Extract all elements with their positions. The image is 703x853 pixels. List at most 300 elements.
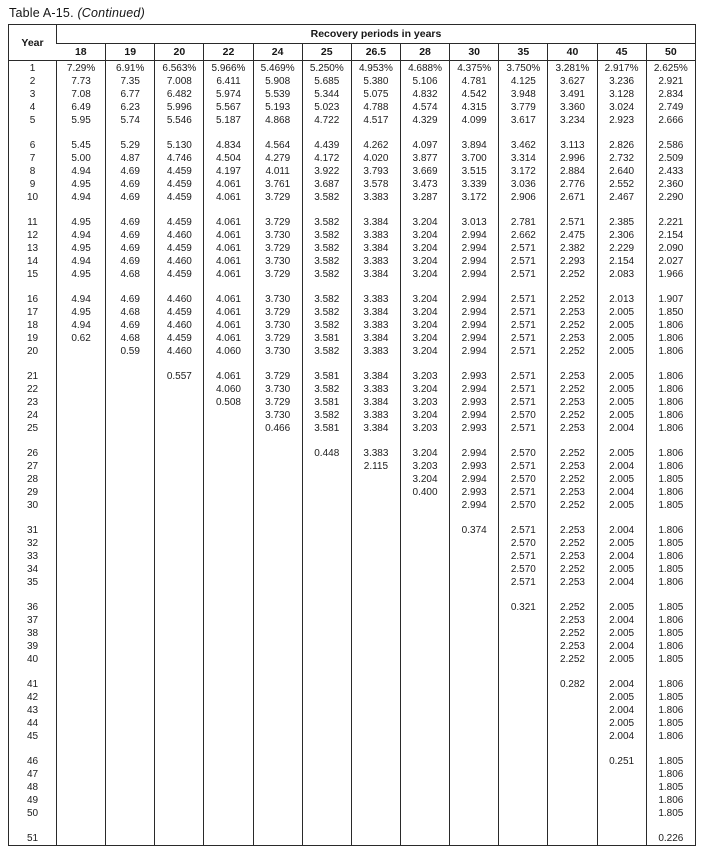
table-row-year-41 bbox=[9, 677, 696, 691]
value-cell: 1.806 bbox=[646, 523, 695, 537]
value-cell bbox=[57, 704, 106, 717]
spacer-cell bbox=[57, 743, 106, 754]
value-cell: 6.49 bbox=[57, 101, 106, 114]
value-cell: 2.571 bbox=[499, 292, 548, 306]
value-cell: 3.172 bbox=[499, 165, 548, 178]
value-cell bbox=[450, 717, 499, 730]
value-cell: 5.187 bbox=[204, 114, 253, 127]
value-cell bbox=[400, 754, 449, 768]
value-cell: 5.685 bbox=[302, 75, 351, 88]
value-cell: 3.582 bbox=[302, 345, 351, 358]
spacer-cell bbox=[597, 512, 646, 523]
table-row-year-18 bbox=[9, 319, 696, 332]
value-cell: 1.806 bbox=[646, 369, 695, 383]
value-cell bbox=[106, 383, 155, 396]
value-cell: 1.806 bbox=[646, 319, 695, 332]
year-cell: 46 bbox=[26, 756, 39, 767]
table-row-year-28 bbox=[9, 473, 696, 486]
value-cell bbox=[400, 576, 449, 589]
value-cell: 4.94 bbox=[57, 165, 106, 178]
value-cell: 2.571 bbox=[499, 319, 548, 332]
spacer-cell bbox=[450, 743, 499, 754]
value-cell bbox=[302, 781, 351, 794]
year-cell: 8 bbox=[29, 166, 36, 177]
spacer-cell bbox=[106, 743, 155, 754]
value-cell: 4.061 bbox=[204, 215, 253, 229]
value-cell: 2.253 bbox=[548, 576, 597, 589]
table-row-year-27 bbox=[9, 460, 696, 473]
spacer-cell bbox=[155, 743, 204, 754]
value-cell bbox=[351, 730, 400, 743]
spacer-cell bbox=[400, 435, 449, 446]
value-cell: 2.994 bbox=[450, 345, 499, 358]
value-cell: 4.061 bbox=[204, 255, 253, 268]
year-cell: 38 bbox=[26, 628, 39, 639]
spacer-cell bbox=[9, 512, 57, 523]
value-cell: 2.570 bbox=[499, 409, 548, 422]
spacer-cell bbox=[597, 435, 646, 446]
value-cell bbox=[450, 640, 499, 653]
value-cell: 2.154 bbox=[646, 229, 695, 242]
spacer-cell bbox=[597, 589, 646, 600]
value-cell: 4.832 bbox=[400, 88, 449, 101]
value-cell: 0.321 bbox=[499, 600, 548, 614]
value-cell: 2.252 bbox=[548, 409, 597, 422]
value-cell bbox=[155, 473, 204, 486]
spacer-cell bbox=[106, 281, 155, 292]
group-spacer-row bbox=[9, 589, 696, 600]
value-cell: 2.290 bbox=[646, 191, 695, 204]
value-cell: 7.35 bbox=[106, 75, 155, 88]
table-title bbox=[9, 6, 696, 20]
value-cell: 1.806 bbox=[646, 614, 695, 627]
value-cell bbox=[302, 768, 351, 781]
value-cell bbox=[57, 794, 106, 807]
value-cell: 5.567 bbox=[204, 101, 253, 114]
value-cell: 2.571 bbox=[499, 523, 548, 537]
value-cell bbox=[204, 460, 253, 473]
table-row-year-24 bbox=[9, 409, 696, 422]
column-header-19: 19 bbox=[106, 44, 155, 61]
year-cell: 11 bbox=[27, 217, 38, 228]
year-cell: 47 bbox=[26, 769, 39, 780]
spacer-cell bbox=[400, 358, 449, 369]
value-cell: 3.204 bbox=[400, 292, 449, 306]
value-cell bbox=[155, 730, 204, 743]
value-cell: 2.005 bbox=[597, 691, 646, 704]
table-row-year-6 bbox=[9, 138, 696, 152]
value-cell: 3.204 bbox=[400, 409, 449, 422]
value-cell bbox=[106, 754, 155, 768]
value-cell bbox=[302, 486, 351, 499]
value-cell bbox=[499, 781, 548, 794]
value-cell bbox=[400, 691, 449, 704]
value-cell: 1.806 bbox=[646, 677, 695, 691]
group-spacer-row bbox=[9, 820, 696, 831]
table-row-year-33 bbox=[9, 550, 696, 563]
value-cell: 3.204 bbox=[400, 319, 449, 332]
value-cell: 4.375% bbox=[450, 61, 499, 76]
value-cell bbox=[204, 486, 253, 499]
value-cell: 4.781 bbox=[450, 75, 499, 88]
spacer-cell bbox=[9, 435, 57, 446]
value-cell bbox=[204, 473, 253, 486]
value-cell bbox=[106, 640, 155, 653]
table-title-continued: (Continued) bbox=[77, 6, 145, 20]
value-cell bbox=[253, 640, 302, 653]
value-cell: 2.749 bbox=[646, 101, 695, 114]
value-cell: 1.806 bbox=[646, 422, 695, 435]
value-cell: 2.005 bbox=[597, 396, 646, 409]
spacer-cell bbox=[302, 820, 351, 831]
value-cell: 1.806 bbox=[646, 460, 695, 473]
value-cell: 2.004 bbox=[597, 576, 646, 589]
value-cell bbox=[106, 704, 155, 717]
table-row-year-31 bbox=[9, 523, 696, 537]
year-cell: 14 bbox=[26, 256, 39, 267]
spacer-cell bbox=[155, 512, 204, 523]
value-cell bbox=[499, 730, 548, 743]
recovery-periods-header: Recovery periods in years bbox=[57, 25, 696, 44]
value-cell bbox=[351, 794, 400, 807]
spacer-cell bbox=[9, 127, 57, 138]
value-cell: 4.95 bbox=[57, 306, 106, 319]
spacer-cell bbox=[597, 743, 646, 754]
value-cell: 3.287 bbox=[400, 191, 449, 204]
value-cell bbox=[57, 807, 106, 820]
value-cell bbox=[204, 781, 253, 794]
spacer-cell bbox=[499, 358, 548, 369]
value-cell bbox=[204, 422, 253, 435]
value-cell: 3.730 bbox=[253, 292, 302, 306]
value-cell: 2.571 bbox=[499, 550, 548, 563]
value-cell: 0.251 bbox=[597, 754, 646, 768]
spacer-cell bbox=[646, 512, 695, 523]
spacer-cell bbox=[400, 127, 449, 138]
value-cell bbox=[400, 523, 449, 537]
value-cell bbox=[204, 600, 253, 614]
value-cell: 2.306 bbox=[597, 229, 646, 242]
year-cell: 29 bbox=[26, 487, 39, 498]
spacer-cell bbox=[499, 589, 548, 600]
value-cell: 3.172 bbox=[450, 191, 499, 204]
value-cell: 3.383 bbox=[351, 292, 400, 306]
value-cell bbox=[351, 627, 400, 640]
value-cell: 2.571 bbox=[499, 396, 548, 409]
spacer-cell bbox=[253, 435, 302, 446]
spacer-cell bbox=[499, 820, 548, 831]
value-cell: 2.005 bbox=[597, 446, 646, 460]
value-cell: 4.459 bbox=[155, 306, 204, 319]
value-cell bbox=[106, 807, 155, 820]
table-row-year-34 bbox=[9, 563, 696, 576]
year-cell: 49 bbox=[26, 795, 39, 806]
table-row-year-21 bbox=[9, 369, 696, 383]
value-cell: 2.994 bbox=[450, 383, 499, 396]
value-cell bbox=[499, 614, 548, 627]
value-cell: 2.004 bbox=[597, 677, 646, 691]
value-cell: 4.439 bbox=[302, 138, 351, 152]
value-cell bbox=[548, 754, 597, 768]
value-cell bbox=[253, 627, 302, 640]
value-cell: 2.004 bbox=[597, 523, 646, 537]
value-cell bbox=[351, 831, 400, 846]
value-cell: 2.253 bbox=[548, 523, 597, 537]
value-cell bbox=[204, 640, 253, 653]
spacer-cell bbox=[204, 589, 253, 600]
value-cell: 4.459 bbox=[155, 191, 204, 204]
value-cell: 4.459 bbox=[155, 242, 204, 255]
value-cell bbox=[400, 640, 449, 653]
value-cell: 3.314 bbox=[499, 152, 548, 165]
table-row-year-8 bbox=[9, 165, 696, 178]
value-cell: 3.383 bbox=[351, 255, 400, 268]
value-cell: 4.95 bbox=[57, 215, 106, 229]
value-cell bbox=[57, 614, 106, 627]
value-cell bbox=[155, 794, 204, 807]
value-cell: 3.383 bbox=[351, 319, 400, 332]
spacer-cell bbox=[450, 820, 499, 831]
value-cell: 4.460 bbox=[155, 255, 204, 268]
value-cell bbox=[106, 576, 155, 589]
value-cell: 2.253 bbox=[548, 369, 597, 383]
value-cell: 2.252 bbox=[548, 653, 597, 666]
year-cell: 5 bbox=[29, 115, 36, 126]
value-cell: 4.061 bbox=[204, 292, 253, 306]
spacer-cell bbox=[450, 512, 499, 523]
value-cell: 2.776 bbox=[548, 178, 597, 191]
value-cell: 0.400 bbox=[400, 486, 449, 499]
value-cell: 4.061 bbox=[204, 191, 253, 204]
group-spacer-row bbox=[9, 204, 696, 215]
table-row-year-22 bbox=[9, 383, 696, 396]
value-cell bbox=[450, 691, 499, 704]
value-cell bbox=[400, 717, 449, 730]
value-cell: 3.384 bbox=[351, 306, 400, 319]
year-cell: 6 bbox=[29, 140, 36, 151]
spacer-cell bbox=[597, 358, 646, 369]
spacer-cell bbox=[400, 281, 449, 292]
value-cell: 4.061 bbox=[204, 319, 253, 332]
value-cell bbox=[302, 537, 351, 550]
value-cell: 4.94 bbox=[57, 229, 106, 242]
macrs-depreciation-table bbox=[8, 24, 696, 846]
value-cell bbox=[57, 563, 106, 576]
value-cell: 2.781 bbox=[499, 215, 548, 229]
value-cell: 4.95 bbox=[57, 242, 106, 255]
spacer-cell bbox=[155, 820, 204, 831]
value-cell: 2.293 bbox=[548, 255, 597, 268]
value-cell: 4.953% bbox=[351, 61, 400, 76]
value-cell: 3.687 bbox=[302, 178, 351, 191]
value-cell bbox=[351, 576, 400, 589]
value-cell: 3.384 bbox=[351, 369, 400, 383]
column-header-28: 28 bbox=[400, 44, 449, 61]
value-cell: 5.95 bbox=[57, 114, 106, 127]
spacer-cell bbox=[499, 435, 548, 446]
value-cell: 2.252 bbox=[548, 345, 597, 358]
table-row-year-17 bbox=[9, 306, 696, 319]
value-cell: 5.469% bbox=[253, 61, 302, 76]
value-cell: 5.539 bbox=[253, 88, 302, 101]
year-cell: 15 bbox=[26, 269, 39, 280]
value-cell bbox=[106, 523, 155, 537]
spacer-cell bbox=[9, 666, 57, 677]
value-cell bbox=[499, 754, 548, 768]
value-cell: 2.571 bbox=[499, 242, 548, 255]
year-cell: 13 bbox=[26, 243, 39, 254]
value-cell bbox=[106, 422, 155, 435]
value-cell bbox=[450, 754, 499, 768]
value-cell: 2.252 bbox=[548, 627, 597, 640]
group-spacer-row bbox=[9, 666, 696, 677]
value-cell: 4.459 bbox=[155, 215, 204, 229]
value-cell: 4.020 bbox=[351, 152, 400, 165]
spacer-cell bbox=[57, 589, 106, 600]
year-cell: 16 bbox=[26, 294, 39, 305]
value-cell bbox=[400, 704, 449, 717]
value-cell: 2.004 bbox=[597, 486, 646, 499]
table-row-year-7 bbox=[9, 152, 696, 165]
value-cell bbox=[106, 563, 155, 576]
value-cell bbox=[302, 627, 351, 640]
value-cell bbox=[155, 600, 204, 614]
value-cell: 1.907 bbox=[646, 292, 695, 306]
value-cell bbox=[253, 537, 302, 550]
value-cell: 2.360 bbox=[646, 178, 695, 191]
spacer-cell bbox=[302, 666, 351, 677]
year-cell: 51 bbox=[26, 833, 39, 844]
value-cell: 3.729 bbox=[253, 396, 302, 409]
value-cell bbox=[106, 486, 155, 499]
value-cell: 2.252 bbox=[548, 292, 597, 306]
value-cell: 2.921 bbox=[646, 75, 695, 88]
spacer-cell bbox=[9, 589, 57, 600]
spacer-cell bbox=[253, 127, 302, 138]
value-cell bbox=[204, 523, 253, 537]
value-cell: 4.125 bbox=[499, 75, 548, 88]
value-cell: 2.005 bbox=[597, 600, 646, 614]
value-cell: 2.005 bbox=[597, 383, 646, 396]
value-cell: 2.994 bbox=[450, 446, 499, 460]
spacer-cell bbox=[155, 666, 204, 677]
year-cell: 31 bbox=[26, 525, 39, 536]
value-cell bbox=[548, 691, 597, 704]
spacer-cell bbox=[106, 589, 155, 600]
value-cell: 2.570 bbox=[499, 499, 548, 512]
value-cell: 4.011 bbox=[253, 165, 302, 178]
value-cell bbox=[450, 576, 499, 589]
value-cell: 3.582 bbox=[302, 268, 351, 281]
value-cell bbox=[57, 550, 106, 563]
value-cell bbox=[450, 768, 499, 781]
value-cell bbox=[155, 537, 204, 550]
value-cell bbox=[400, 730, 449, 743]
value-cell: 7.08 bbox=[57, 88, 106, 101]
value-cell bbox=[302, 717, 351, 730]
value-cell bbox=[106, 677, 155, 691]
value-cell bbox=[499, 691, 548, 704]
value-cell: 3.204 bbox=[400, 446, 449, 460]
value-cell: 1.806 bbox=[646, 576, 695, 589]
value-cell bbox=[302, 730, 351, 743]
value-cell: 3.582 bbox=[302, 306, 351, 319]
value-cell bbox=[400, 794, 449, 807]
year-cell: 35 bbox=[26, 577, 39, 588]
table-row-year-49 bbox=[9, 794, 696, 807]
value-cell: 2.732 bbox=[597, 152, 646, 165]
value-cell bbox=[450, 550, 499, 563]
value-cell: 2.253 bbox=[548, 640, 597, 653]
value-cell: 2.005 bbox=[597, 306, 646, 319]
value-cell: 3.582 bbox=[302, 229, 351, 242]
value-cell: 3.339 bbox=[450, 178, 499, 191]
table-row-year-25 bbox=[9, 422, 696, 435]
value-cell bbox=[253, 831, 302, 846]
value-cell bbox=[499, 717, 548, 730]
value-cell: 2.004 bbox=[597, 422, 646, 435]
value-cell bbox=[450, 704, 499, 717]
value-cell: 2.467 bbox=[597, 191, 646, 204]
value-cell: 1.805 bbox=[646, 537, 695, 550]
spacer-cell bbox=[253, 666, 302, 677]
value-cell bbox=[106, 446, 155, 460]
group-spacer-row bbox=[9, 281, 696, 292]
value-cell bbox=[302, 499, 351, 512]
value-cell bbox=[302, 831, 351, 846]
table-row-year-42 bbox=[9, 691, 696, 704]
value-cell bbox=[106, 537, 155, 550]
year-cell: 44 bbox=[26, 718, 39, 729]
value-cell bbox=[597, 768, 646, 781]
value-cell bbox=[155, 563, 204, 576]
value-cell: 2.253 bbox=[548, 614, 597, 627]
value-cell bbox=[351, 691, 400, 704]
spacer-cell bbox=[57, 204, 106, 215]
value-cell bbox=[204, 446, 253, 460]
value-cell: 4.460 bbox=[155, 292, 204, 306]
year-cell: 42 bbox=[26, 692, 39, 703]
value-cell: 4.94 bbox=[57, 191, 106, 204]
value-cell: 2.625% bbox=[646, 61, 695, 76]
year-cell: 23 bbox=[26, 397, 39, 408]
value-cell: 2.571 bbox=[548, 215, 597, 229]
value-cell bbox=[106, 831, 155, 846]
value-cell bbox=[253, 653, 302, 666]
value-cell: 2.253 bbox=[548, 422, 597, 435]
value-cell: 6.482 bbox=[155, 88, 204, 101]
value-cell: 3.581 bbox=[302, 332, 351, 345]
value-cell: 2.994 bbox=[450, 306, 499, 319]
value-cell: 3.204 bbox=[400, 345, 449, 358]
value-cell: 2.993 bbox=[450, 369, 499, 383]
value-cell bbox=[204, 768, 253, 781]
value-cell: 5.380 bbox=[351, 75, 400, 88]
value-cell: 5.00 bbox=[57, 152, 106, 165]
value-cell bbox=[302, 653, 351, 666]
value-cell bbox=[351, 523, 400, 537]
value-cell bbox=[450, 537, 499, 550]
value-cell: 3.582 bbox=[302, 215, 351, 229]
value-cell bbox=[548, 717, 597, 730]
year-cell: 50 bbox=[26, 808, 39, 819]
value-cell: 2.571 bbox=[499, 332, 548, 345]
value-cell bbox=[548, 794, 597, 807]
spacer-cell bbox=[400, 743, 449, 754]
value-cell: 2.640 bbox=[597, 165, 646, 178]
spacer-cell bbox=[548, 435, 597, 446]
column-header-24: 24 bbox=[253, 44, 302, 61]
